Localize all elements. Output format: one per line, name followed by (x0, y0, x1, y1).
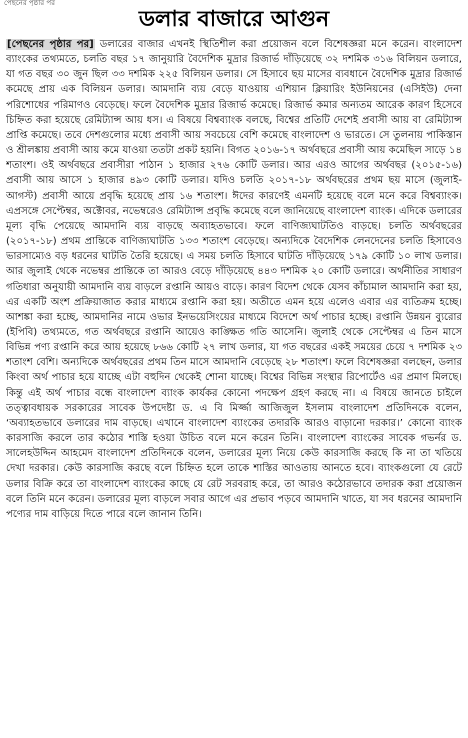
top-edge-fragment: পেছনের পৃষ্ঠার পর (4, 0, 55, 6)
article-body (6, 37, 462, 734)
continuation-label: [পেছনের পৃষ্ঠার পর] (7, 39, 94, 50)
article-text: ডলারের বাজার এখনই স্থিতিশীল করা প্রয়োজন বলে বিশেষজ্ঞরা মনে করেন। বাংলাদেশ ব্যাংকের তথ্যমতে, চলতি বছর ১৭ জানুয়ারি বৈদেশিক মুদ্রার রিজার্ভ দাঁড়িয়েছে ৩২ দশমিক ৩১৬ বিলিয়ন ডলারে, যা গত বছর ৩০ জুন ছিল ৩৩ দশমিক ২২৫ বিলিয়ন ডলার। সে হিসাবে ছয় মাসের ব্যবধানে বৈদেশিক মুদ্রার রিজার্ভ কমেছে প্রায় এক বিলিয়ন ডলার। আমদানি ব্যয় বেড়ে যাওয়ায় এশিয়ান ক্লিয়ারিং ইউনিয়নের (এসিইউ) দেনা পরিশোধের পরিমাণও বেড়েছে। ফলে বৈদেশিক মুদ্রার রিজার্ভ কমেছে। রিজার্ভ কমার অন্যতম আরেক কারণ হিসেবে চিহ্নিত করা হয়েছে রেমিট্যান্স আয় ধস। এ বিষয়ে বিশ্বব্যাংক বলছে, বিশ্বের প্রতিটি দেশেই প্রবাসী আয় বা রেমিট্যান্স প্রাপ্তি কমেছে। তবে দেশগুলোর মধ্যে প্রবাসী আয় সবচেয়ে বেশি কমেছে বাংলাদেশ ও ভারতে। সে তুলনায় পাকিস্তান ও শ্রীলঙ্কায় প্রবাসী আয় কমে যাওয়া ততটা প্রকট হয়নি। বিগত ২০১৬-১৭ অর্থবছরে প্রবাসী আয় কমেছিল সাড়ে ১৪ শতাংশ। ওই অর্থবছরে প্রবাসীরা পাঠান ১ হাজার ২৭৬ কোটি ডলার। আর এরও আগের অর্থবছর (২০১৫-১৬) প্রবাসী আয় আসে ১ হাজার ৪৯৩ কোটি ডলার। যদিও চলতি ২০১৭-১৮ অর্থবছরের প্রথম ছয় মাসে (জুলাই-আগস্ট) প্রবাসী আয়ে প্রবৃদ্ধি হয়েছে প্রায় ১৬ শতাংশ। ঈদের কারণেই এমনটি হয়েছে বলে মনে করে বিশ্বব্যাংক। এপ্রসঙ্গে সেপ্টেম্বর, অক্টোবর, নভেম্বরেও রেমিট্যান্স প্রবৃদ্ধি কমেছে বলে জানিয়েছে বাংলাদেশ ব্যাংক। এদিকে ডলারের মূল্য বৃদ্ধি পেয়েছে আমদানি ব্যয় বাড়ছে অব্যাহতভাবে। ফলে বাণিজ্যঘাটতিও বাড়ছে। চলতি অর্থবছরের (২০১৭-১৮) প্রথম প্রান্তিকে বাণিজ্যঘাটতি ১৩৩ শতাংশ বেড়েছে। অন্যদিকে বৈদেশিক লেনদেনের চলতি হিসাবেও ভারসাম্যেও বড় ধরনের ঘাটতি তৈরি হয়েছে। এ সময় চলতি হিসাবে ঘাটতি দাঁড়িয়েছে ১৭৯ কোটি ১০ লাখ ডলার। আর জুলাই থেকে নভেম্বর প্রান্তিকে তা আরও বেড়ে দাঁড়িয়েছে ৪৪৩ দশমিক ২০ কোটি ডলারে। অর্থনীতির সাধারণ গতিধারা অনুযায়ী আমদানি ব্যয় বাড়লে রপ্তানি আয়ও বাড়ে। কারণ বিদেশ থেকে যেসব কাঁচামাল আমদানি করা হয়, এর একটি অংশ প্রক্রিয়াজাত করার মাধ্যমে রপ্তানি করা হয়। অতীতে এমন হয়ে এলেও এবার এর ব্যতিক্রম হচ্ছে। আশঙ্কা করা হচ্ছে, আমদানির নামে ওভার ইনভয়েসিংয়ের মাধ্যমে বিদেশে অর্থ পাচার হচ্ছে। রপ্তানি উন্নয়ন ব্যুরোর (ইপিবি) তথ্যমতে, গত অর্থবছরে রপ্তানি আয়েও কাঙ্ক্ষিত গতি আসেনি। জুলাই থেকে সেপ্টেম্বর এ তিন মাসে বিভিন্ন পণ্য রপ্তানি করে আয় হয়েছে ৮৬৬ কোটি ২৭ লাখ ডলার, যা গত বছরের একই সময়ের চেয়ে ৭ দশমিক ২৩ শতাংশ বেশি। অন্যদিকে অর্থবছরের প্রথম তিন মাসে আমদানি বেড়েছে ২৮ শতাংশ। ফলে বিশেষজ্ঞরা বলছেন, ডলার কিংবা অর্থ পাচার হয়ে যাচ্ছে এটা বহুদিন থেকেই শোনা যাচ্ছে। বিশ্বের বিভিন্ন সংস্থার রিপোর্টেও এর প্রমাণ মিলছে। কিন্তু এই অর্থ পাচার বন্ধে বাংলাদেশ ব্যাংক কার্যকর কোনো পদক্ষেপ গ্রহণ করছে না। এ বিষয়ে জানতে চাইলে তত্ত্বাবধায়ক সরকারের সাবেক উপদেষ্টা ড. এ বি মির্জ্জা আজিজুল ইসলাম বাংলাদেশ প্রতিদিনকে বলেন, ‘অব্যাহতভাবে ডলারের দাম বাড়ছে। এখানে বাংলাদেশ ব্যাংকের তদারকি আরও বাড়ানো দরকার।’ কোনো ব্যাংক কারসাজি করলে তার কঠোর শাস্তি হওয়া উচিত বলে মনে করেন তিনি। বাংলাদেশ ব্যাংকের সাবেক গভর্নর ড. সালেহউদ্দিন আহমেদ বাংলাদেশ প্রতিদিনকে বলেন, ডলারের মূল্য নিয়ে কেউ কারসাজি করছে কি না তা খতিয়ে দেখা দরকার। কেউ কারসাজি করছে বলে চিহ্নিত হলে তাকে শাস্তির আওতায় আনতে হবে। ব্যাংকগুলো যে রেটে ডলার বিক্রি করে তা বাংলাদেশ ব্যাংকের কাছে যে রেট সরবরাহ করে, তা আরও কঠোরভাবে তদারক করা প্রয়োজন বলে তিনি মনে করেন। ডলারের মূল্য বাড়লে সবার আগে এর প্রভাব পড়বে আমদানি খাতে, যা সব ধরনের আমদানি পণ্যের দাম বাড়িয়ে দিতে পারে বলে জানান তিনি। (6, 39, 462, 520)
headline: ডলার বাজারে আগুন (138, 7, 330, 32)
article-paragraph (6, 37, 462, 522)
